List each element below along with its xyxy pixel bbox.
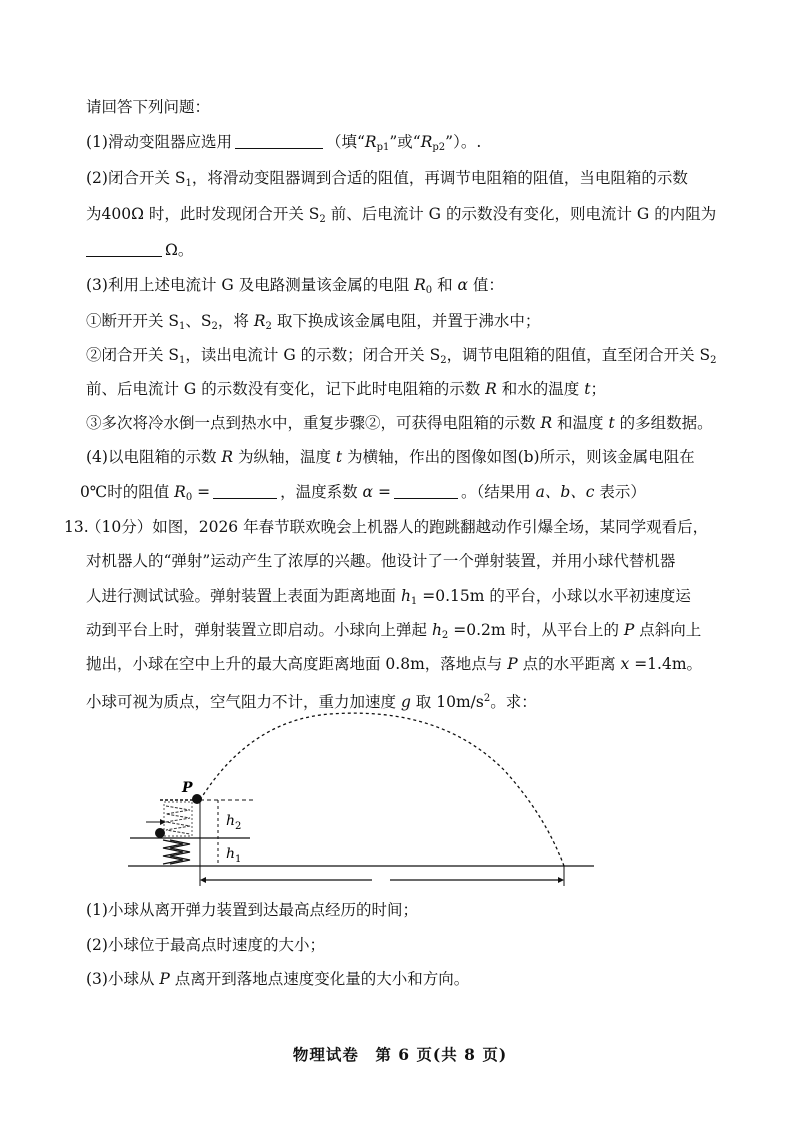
x-arrow-head-left	[200, 877, 206, 883]
ejector-spring	[166, 806, 190, 834]
q13-sub2: (2)小球位于最高点时速度的大小；	[86, 936, 325, 954]
ejector-device	[164, 802, 192, 836]
page-footer: 物理试卷 第 6 页(共 8 页)	[292, 1045, 508, 1064]
spring-coil	[163, 840, 183, 864]
q12-part4-line2: 0℃时的阻值 $R_0$ = ，温度系数 α = 。（结果用 a、b、c 表示）	[80, 483, 646, 503]
intro-text: 请回答下列问题：	[86, 98, 211, 116]
q12-part1: (1)滑动变阻器应选用 （填“$R_{p1}$”或“$R_{p2}$”）。.	[86, 133, 482, 153]
q12-step2-line2: 前、后电流计 G 的示数没有变化，记下此时电阻箱的示数 R 和水的温度 t；	[86, 380, 606, 398]
x-arrow-head-right	[558, 877, 564, 883]
label-p: P	[182, 780, 193, 796]
q12-part2-line3: Ω。	[86, 239, 766, 261]
q13-line2: 对机器人的“弹射”运动产生了浓厚的兴趣。他设计了一个弹射装置，并用小球代替机器	[86, 552, 676, 570]
ball-on-platform	[155, 828, 165, 838]
label-h2: $h_2$	[226, 813, 242, 832]
q12-part3: (3)利用上述电流计 G 及电路测量该金属的电阻 $R_0$ 和 α 值：	[86, 276, 504, 296]
trajectory-curve	[200, 713, 564, 866]
label-h1: $h_1$	[226, 846, 242, 865]
q13-sub1: (1)小球从离开弹力装置到达最高点经历的时间；	[86, 901, 418, 919]
q13-line5: 抛出，小球在空中上升的最大高度距离地面 0.8m，落地点与 P 点的水平距离 x =1.4m。	[86, 655, 703, 673]
q12-part2-line1: (2)闭合开关 $S_1$，将滑动变阻器调到合适的阻值，再调节电阻箱的阻值，当电阻箱的示数	[86, 169, 688, 189]
q13-line4: 动到平台上时，弹射装置立即启动。小球向上弹起 $h_2 =0.2m$ 时，从平台上的 P 点斜向上	[86, 621, 702, 641]
q13-line6: 小球可视为质点，空气阻力不计，重力加速度 g 取 $10m/s^2$。求：	[86, 693, 537, 711]
incoming-arrow-head	[160, 819, 166, 825]
q12-step2-line1: ②闭合开关 $S_1$，读出电流计 G 的示数；闭合开关 $S_2$，调节电阻箱的阻值，直至闭合开关 $S_2$	[86, 346, 717, 366]
q13-line3: 人进行测试试验。弹射装置上表面为距离地面 $h_1 =0.15m$ 的平台，小球以水平初速度运	[86, 587, 691, 607]
q12-part2-line2: 为400Ω 时，此时发现闭合开关 $S_2$ 前、后电流计 G 的示数没有变化，则电流计 G 的内阻为	[86, 205, 717, 225]
q12-part4-line1: (4)以电阻箱的示数 R 为纵轴，温度 t 为横轴，作出的图像如图(b)所示，则该金属电阻在	[86, 448, 695, 466]
q12-step3: ③多次将冷水倒一点到热水中，重复步骤②，可获得电阻箱的示数 R 和温度 t 的多组数据。	[86, 414, 713, 432]
q13-line1: （10分）如图，2026 年春节联欢晚会上机器人的跑跳翻越动作引爆全场，某同学观看后，	[86, 518, 709, 536]
q13-number: 13.	[64, 518, 89, 536]
q12-step1: ①断开开关 $S_1$、$S_2$，将 $R_2$ 取下换成该金属电阻，并置于沸水中；	[86, 312, 541, 332]
q13-sub3: (3)小球从 P 点离开到落地点速度变化量的大小和方向。	[86, 970, 470, 988]
